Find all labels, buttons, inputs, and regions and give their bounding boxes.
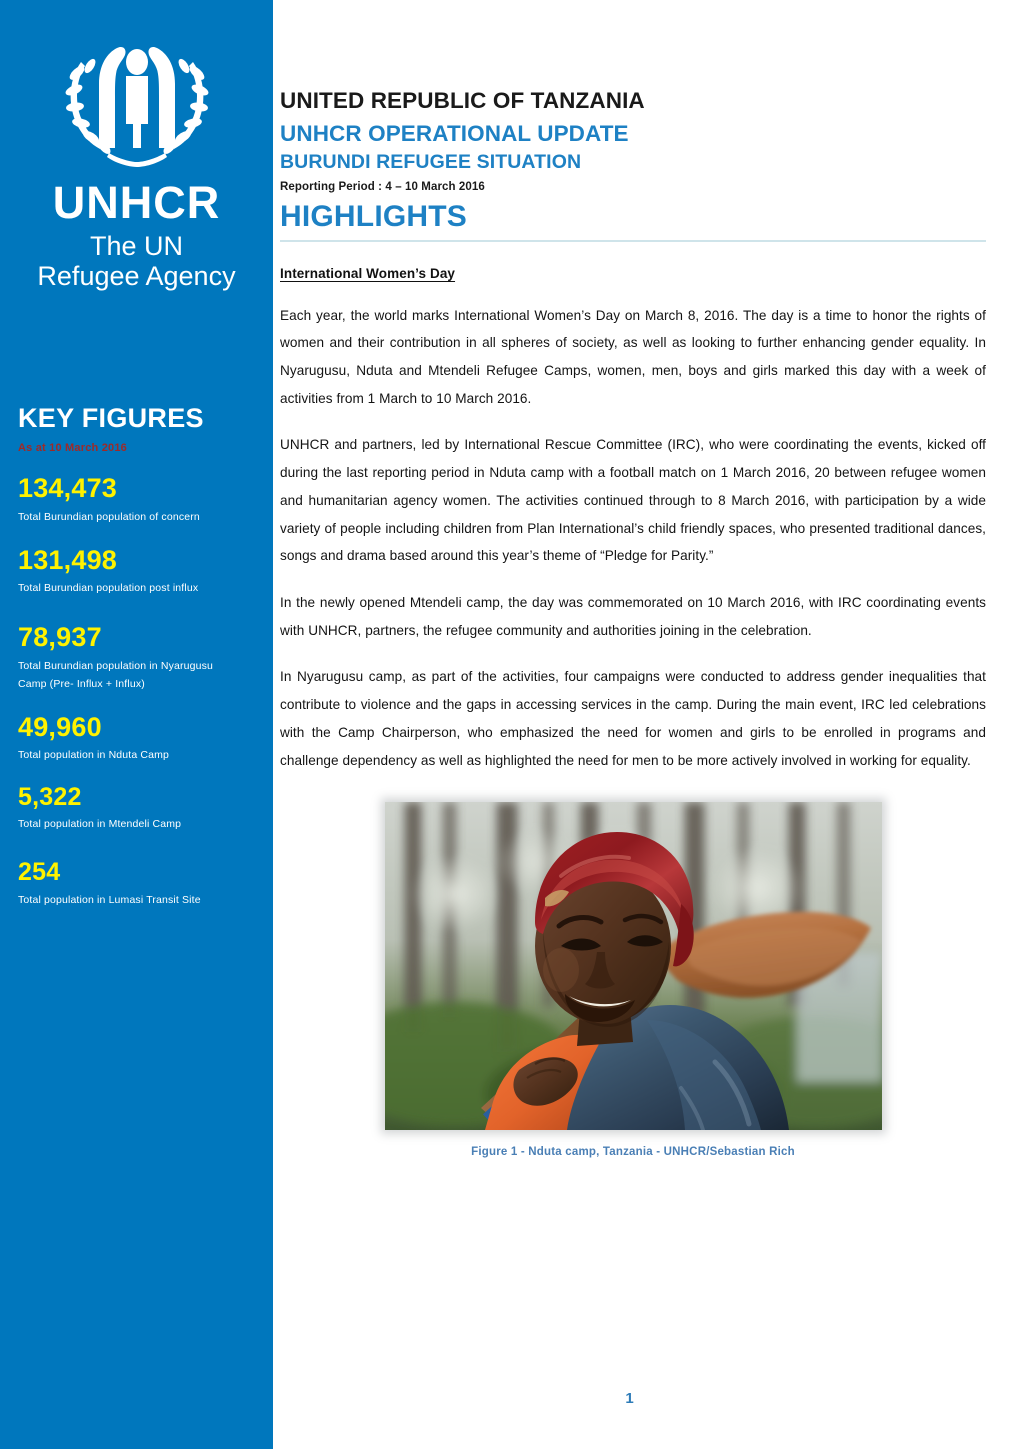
header-situation: BURUNDI REFUGEE SITUATION [280, 151, 582, 174]
key-figure-item [18, 474, 257, 525]
photo-refugee-woman-with-shovel [385, 802, 882, 1130]
key-figure-item [18, 623, 257, 692]
key-figure-label: Total population in Nduta Camp [18, 749, 170, 762]
key-figure-label: Total population in Mtendeli Camp [18, 818, 182, 831]
body-paragraph: In Nyarugusu camp, as part of the activities, four campaigns were conducted to address gender inequalities that contribute to violence and the gaps in accessing services in the camp. During the main event, IRC led celebrations with the Camp Chairperson, who emphasized the need for women and girls to be enrolled in programs and challenge dependency as well as highlighted the need for men to be more actively involved in working for equality. [280, 669, 986, 768]
figure-caption: Figure 1 - Nduta camp, Tanzania - UNHCR/Sebastian Rich [471, 1146, 795, 1159]
key-figure-label: Total population in Lumasi Transit Site [18, 893, 201, 906]
key-figure-item [18, 859, 257, 908]
key-figure-label: Total Burundian population post influx [18, 582, 199, 595]
key-figure-item [18, 546, 257, 597]
figure-photo-frame [385, 802, 882, 1130]
figure-1 [280, 802, 986, 1158]
body-section-title: International Women’s Day [280, 265, 456, 281]
body-paragraph: UNHCR and partners, led by International Rescue Committee (IRC), who were coordinating the events, kicked off during the last reporting period in Nduta camp with a football match on 1 March 2016, 20 between refugee women and humanitarian agency women. The activities continued through to 8 March 2016, with participation by a wide variety of people including children from Plan International’s child friendly spaces, who presented traditional dances, songs and drama based around this year’s theme of “Pledge for Parity.” [280, 437, 986, 564]
key-figures-panel [0, 405, 273, 908]
key-figure-value: 131,498 [18, 544, 117, 575]
header-reporting-period: Reporting Period : 4 – 10 March 2016 [280, 180, 485, 193]
header-document-type: UNHCR OPERATIONAL UPDATE [280, 120, 629, 146]
key-figure-value: 134,473 [18, 473, 117, 504]
key-figures-as-of-date: As at 10 March 2016 [18, 442, 127, 455]
sidebar [0, 0, 273, 1449]
key-figure-value: 49,960 [18, 711, 102, 742]
key-figure-label: Total Burundian population of concern [18, 510, 200, 523]
body-paragraph: Each year, the world marks International Women’s Day on March 8, 2016. The day is a time to honor the rights of women and their contribution in all spheres of society, as well as looking to further enhancing gender equality. In Nyarugusu, Nduta and Mtendeli Refugee Camps, women, men, boys and girls marked this day with a week of activities from 1 March to 10 March 2016. [280, 307, 986, 406]
unhcr-tagline-line2: Refugee Agency [37, 261, 236, 292]
key-figure-value: 78,937 [18, 622, 102, 653]
document-header [280, 0, 986, 242]
key-figure-value: 254 [18, 858, 61, 887]
section-heading-highlights: HIGHLIGHTS [280, 199, 467, 233]
main-content [273, 0, 1024, 1449]
header-country: UNITED REPUBLIC OF TANZANIA [280, 88, 645, 113]
unhcr-wordmark: UNHCR [52, 177, 221, 228]
unhcr-logo [0, 0, 273, 291]
unhcr-tagline-line1: The UN [89, 231, 184, 261]
key-figure-value: 5,322 [18, 783, 82, 812]
key-figure-label: Total Burundian population in Nyarugusu Camp (Pre- Influx + Influx) [18, 659, 213, 690]
unhcr-emblem-icon [37, 26, 237, 178]
key-figure-item [18, 784, 257, 833]
highlights-body [280, 242, 986, 1159]
key-figure-item [18, 713, 257, 764]
page-number: 1 [625, 1390, 634, 1407]
key-figures-title: KEY FIGURES [18, 403, 204, 434]
body-paragraph: In the newly opened Mtendeli camp, the day was commemorated on 10 March 2016, with IRC coordinating events with UNHCR, partners, the refugee community and authorities joining in the celebration. [280, 595, 986, 638]
